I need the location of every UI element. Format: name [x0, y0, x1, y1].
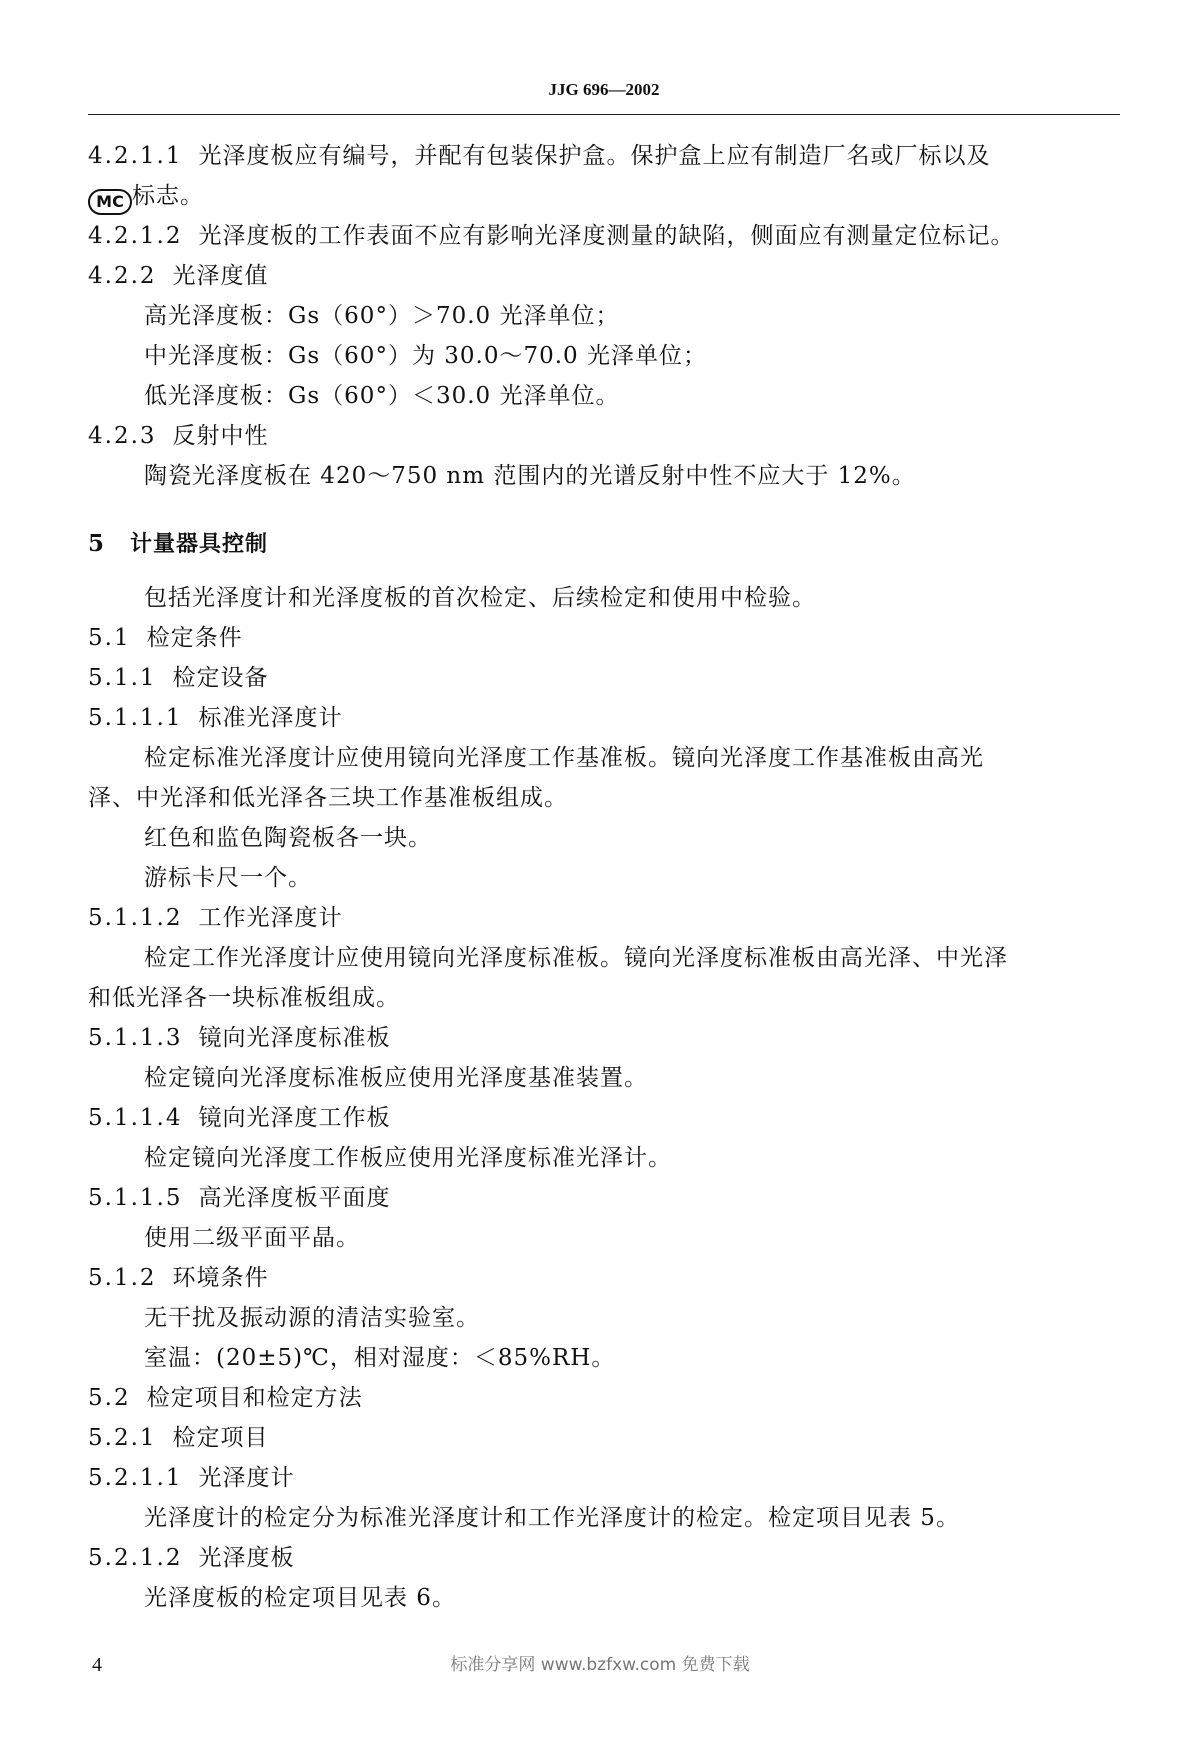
line-text: 镜向光泽度工作板 [198, 1105, 391, 1131]
section-number: 4.2.2 [88, 263, 157, 289]
line-text: 泽、中光泽和低光泽各三块工作基准板组成。 [88, 785, 568, 811]
line-text: 中光泽度板：Gs（60°）为 30.0～70.0 光泽单位； [144, 343, 707, 369]
line-text: 环境条件 [172, 1265, 269, 1291]
line-text: 使用二级平面平晶。 [144, 1225, 360, 1251]
section-number: 5.1.1.3 [88, 1025, 183, 1051]
section-heading [88, 1018, 1120, 1058]
line-text: 光泽度值 [172, 263, 269, 289]
text-line [88, 938, 1120, 978]
section-heading [88, 256, 1120, 296]
chapter-heading [88, 524, 1120, 564]
line-text: 检定镜向光泽度工作板应使用光泽度标准光泽计。 [144, 1145, 672, 1171]
text-line [88, 376, 1120, 416]
line-text: 光泽度板的工作表面不应有影响光泽度测量的缺陷，侧面应有测量定位标记。 [198, 223, 1015, 249]
line-text: 光泽度计 [198, 1465, 295, 1491]
header-divider [88, 114, 1120, 115]
section-heading [88, 416, 1120, 456]
line-text: 检定镜向光泽度标准板应使用光泽度基准装置。 [144, 1065, 648, 1091]
section-number: 5.1.2 [88, 1265, 157, 1291]
section-number: 5 [88, 530, 106, 557]
text-line [88, 818, 1120, 858]
chapter-title: 计量器具控制 [130, 532, 269, 557]
spacer [88, 496, 1120, 510]
line-text: 检定标准光泽度计应使用镜向光泽度工作基准板。镜向光泽度工作基准板由高光 [144, 745, 984, 771]
section-number: 5.1.1.5 [88, 1185, 183, 1211]
text-line [88, 1138, 1120, 1178]
line-text: 检定条件 [146, 625, 243, 651]
line-text: 室温：(20±5)℃，相对湿度：＜85%RH。 [144, 1345, 616, 1371]
line-text: 反射中性 [172, 423, 269, 449]
document-header-title: JJG 696—2002 [548, 80, 660, 99]
section-heading [88, 1258, 1120, 1298]
line-text: 红色和监色陶瓷板各一块。 [144, 825, 432, 851]
text-line [88, 456, 1120, 496]
line-text: 包括光泽度计和光泽度板的首次检定、后续检定和使用中检验。 [144, 585, 816, 611]
line-text: 无干扰及振动源的清洁实验室。 [144, 1305, 480, 1331]
section-number: 5.2.1 [88, 1425, 157, 1451]
line-text: 镜向光泽度标准板 [198, 1025, 391, 1051]
mc-mark-icon: MC [88, 189, 132, 215]
line-text: 光泽度板应有编号，并配有包装保护盒。保护盒上应有制造厂名或厂标以及 [198, 143, 991, 169]
text-line [88, 1298, 1120, 1338]
section-heading [88, 1178, 1120, 1218]
section-number: 5.2.1.2 [88, 1545, 183, 1571]
watermark-text: 标准分享网 www.bzfxw.com 免费下载 [450, 1655, 750, 1675]
section-heading [88, 1538, 1120, 1578]
line-text: 检定工作光泽度计应使用镜向光泽度标准板。镜向光泽度标准板由高光泽、中光泽 [144, 945, 1008, 971]
text-line [88, 336, 1120, 376]
section-heading [88, 216, 1120, 256]
line-text: 检定项目和检定方法 [146, 1385, 363, 1411]
page-number: 4 [92, 1654, 102, 1676]
text-line [88, 778, 1120, 818]
text-line [88, 176, 1120, 216]
spacer [88, 564, 1120, 578]
line-text: 和低光泽各一块标准板组成。 [88, 985, 400, 1011]
text-line [88, 1578, 1120, 1618]
line-text: 标志。 [132, 183, 204, 209]
section-number: 5.1.1.2 [88, 905, 183, 931]
section-heading [88, 618, 1120, 658]
line-text: 工作光泽度计 [198, 905, 343, 931]
line-text: 光泽度板 [198, 1545, 295, 1571]
line-text: 游标卡尺一个。 [144, 865, 312, 891]
section-number: 5.1.1.1 [88, 705, 183, 731]
line-text: 光泽度板的检定项目见表 6。 [144, 1585, 456, 1611]
spacer [88, 510, 1120, 524]
line-text: 标准光泽度计 [198, 705, 343, 731]
line-text: 低光泽度板：Gs（60°）＜30.0 光泽单位。 [144, 383, 620, 409]
section-heading [88, 1098, 1120, 1138]
line-text: 陶瓷光泽度板在 420～750 nm 范围内的光谱反射中性不应大于 12%。 [144, 463, 916, 489]
section-heading [88, 136, 1120, 176]
section-number: 5.2 [88, 1385, 131, 1411]
section-number: 5.1.1 [88, 665, 157, 691]
line-text: 高光泽度板平面度 [198, 1185, 391, 1211]
text-line [88, 978, 1120, 1018]
document-body [88, 136, 1120, 1618]
text-line [88, 1498, 1120, 1538]
section-heading [88, 658, 1120, 698]
section-number: 4.2.3 [88, 423, 157, 449]
section-heading [88, 1378, 1120, 1418]
text-line [88, 296, 1120, 336]
text-line [88, 858, 1120, 898]
line-text: 检定设备 [172, 665, 269, 691]
section-heading [88, 1418, 1120, 1458]
section-heading [88, 1458, 1120, 1498]
text-line [88, 1338, 1120, 1378]
text-line [88, 1058, 1120, 1098]
section-heading [88, 698, 1120, 738]
text-line [88, 738, 1120, 778]
line-text: 光泽度计的检定分为标准光泽度计和工作光泽度计的检定。检定项目见表 5。 [144, 1505, 960, 1531]
section-heading [88, 898, 1120, 938]
line-text: 高光泽度板：Gs（60°）＞70.0 光泽单位； [144, 303, 620, 329]
line-text: 检定项目 [172, 1425, 269, 1451]
section-number: 5.1.1.4 [88, 1105, 183, 1131]
text-line [88, 578, 1120, 618]
section-number: 5.1 [88, 625, 131, 651]
section-number: 4.2.1.1 [88, 143, 183, 169]
section-number: 4.2.1.2 [88, 223, 183, 249]
section-number: 5.2.1.1 [88, 1465, 183, 1491]
text-line [88, 1218, 1120, 1258]
